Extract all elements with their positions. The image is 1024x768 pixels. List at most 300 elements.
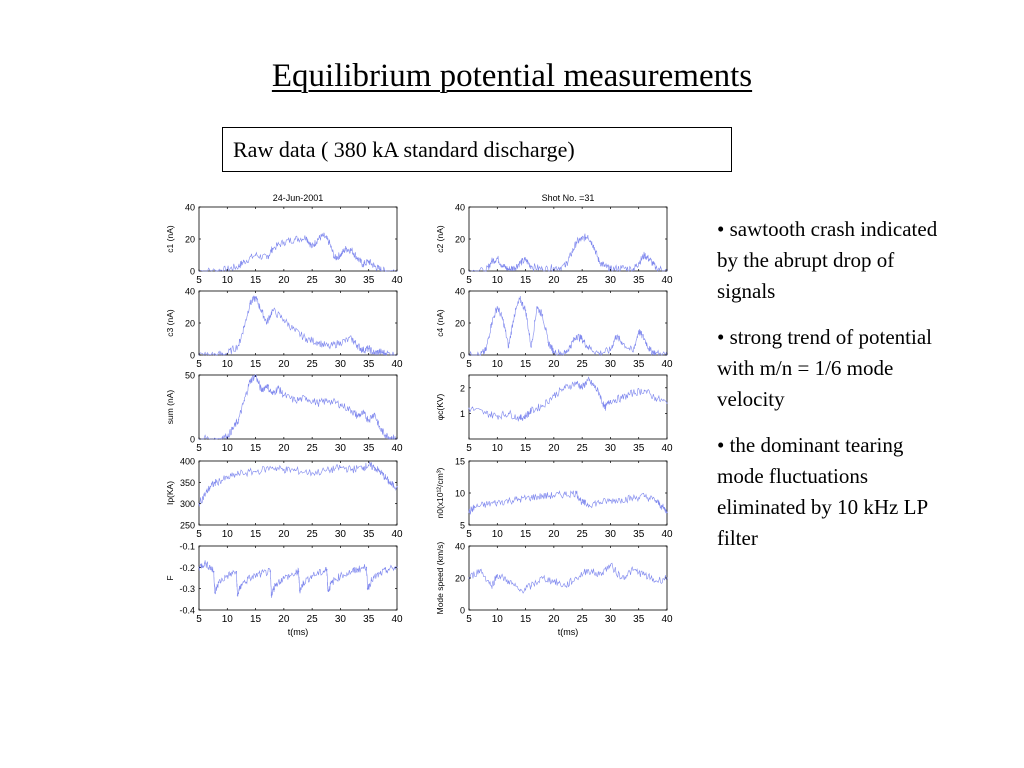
y-axis-label: c4 (nA)	[435, 309, 445, 337]
data-point	[480, 354, 481, 355]
data-point	[638, 330, 639, 331]
data-point	[553, 395, 554, 396]
x-tick-label: 10	[221, 359, 233, 370]
data-point	[502, 266, 503, 267]
data-point	[340, 404, 341, 405]
data-series-line	[469, 377, 667, 421]
chart-panel	[435, 287, 673, 371]
data-point	[340, 254, 341, 255]
data-point	[366, 567, 367, 568]
data-point	[565, 494, 566, 495]
data-point	[266, 322, 267, 323]
x-tick-label: 10	[491, 529, 503, 540]
data-point	[621, 397, 622, 398]
data-point	[531, 497, 532, 498]
data-point	[329, 400, 330, 401]
x-tick-label: 30	[604, 443, 616, 454]
data-point	[587, 380, 588, 381]
data-point	[249, 381, 250, 382]
data-point	[604, 266, 605, 267]
data-point	[468, 408, 469, 409]
data-point	[368, 465, 369, 466]
data-point	[283, 395, 284, 396]
x-tick-label: 25	[306, 614, 318, 625]
data-point	[525, 415, 526, 416]
y-tick-label: 2	[459, 383, 465, 394]
data-point	[644, 390, 645, 391]
data-point	[312, 246, 313, 247]
data-point	[570, 254, 571, 255]
chart-title: 24-Jun-2001	[272, 193, 324, 203]
data-point	[238, 266, 239, 267]
data-point	[644, 496, 645, 497]
data-point	[272, 467, 273, 468]
data-point	[214, 592, 215, 593]
x-tick-label: 35	[363, 275, 375, 286]
data-point	[345, 248, 346, 249]
data-point	[649, 259, 650, 260]
data-point	[582, 502, 583, 503]
data-point	[374, 467, 375, 468]
data-point	[255, 254, 256, 255]
data-point	[295, 238, 296, 239]
data-point	[610, 400, 611, 401]
data-point	[244, 326, 245, 327]
x-tick-label: 30	[604, 359, 616, 370]
x-tick-label: 25	[576, 529, 588, 540]
data-point	[542, 405, 543, 406]
data-point	[266, 258, 267, 259]
data-point	[587, 235, 588, 236]
data-point	[587, 346, 588, 347]
data-point	[514, 267, 515, 268]
x-tick-label: 5	[196, 443, 202, 454]
data-point	[576, 492, 577, 493]
data-point	[215, 270, 216, 271]
data-point	[215, 438, 216, 439]
y-tick-label: 0	[459, 605, 465, 616]
x-tick-label: 35	[633, 275, 645, 286]
x-tick-label: 40	[391, 275, 403, 286]
data-point	[531, 410, 532, 411]
y-tick-label: 15	[454, 456, 465, 467]
data-point	[621, 267, 622, 268]
slide-title: Equilibrium potential measurements	[271, 58, 753, 94]
y-tick-label: 10	[454, 488, 465, 499]
y-tick-label: 5	[459, 520, 465, 531]
data-point	[632, 351, 633, 352]
data-point	[632, 498, 633, 499]
data-point	[327, 590, 328, 591]
data-point	[485, 504, 486, 505]
y-tick-label: 40	[454, 286, 465, 297]
data-point	[485, 350, 486, 351]
data-point	[508, 581, 509, 582]
data-series-line	[469, 234, 667, 271]
data-point	[599, 574, 600, 575]
x-tick-label: 30	[334, 614, 346, 625]
data-point	[323, 235, 324, 236]
data-point	[374, 413, 375, 414]
data-series-line	[469, 296, 667, 355]
y-tick-label: 400	[179, 456, 195, 467]
x-tick-label: 35	[363, 529, 375, 540]
data-point	[599, 261, 600, 262]
y-tick-label: 0	[189, 266, 195, 277]
x-tick-label: 40	[391, 443, 403, 454]
data-point	[340, 575, 341, 576]
y-tick-label: 0	[459, 350, 465, 361]
data-point	[340, 467, 341, 468]
y-tick-label: 50	[184, 370, 195, 381]
data-point	[340, 342, 341, 343]
x-tick-label: 35	[363, 443, 375, 454]
x-tick-label: 30	[604, 614, 616, 625]
y-axis-label: n0(x10¹²/cm³)	[435, 467, 445, 519]
data-point	[385, 435, 386, 436]
data-point	[368, 348, 369, 349]
y-axis-label: Ip(KA)	[165, 480, 175, 506]
x-tick-label: 15	[250, 614, 262, 625]
data-point	[261, 573, 262, 574]
data-point	[485, 413, 486, 414]
data-point	[610, 350, 611, 351]
data-point	[283, 577, 284, 578]
x-tick-label: 5	[466, 275, 472, 286]
y-tick-label: -0.3	[179, 584, 195, 595]
data-series-line	[199, 375, 397, 439]
data-point	[565, 353, 566, 354]
chart-panel	[165, 287, 403, 371]
data-point	[519, 262, 520, 263]
y-axis-label: sum (nA)	[165, 389, 175, 425]
chart-title: Shot No. =31	[541, 193, 595, 203]
data-point	[531, 266, 532, 267]
data-point	[357, 258, 358, 259]
data-point	[576, 577, 577, 578]
data-point	[491, 261, 492, 262]
y-tick-label: -0.1	[179, 541, 195, 552]
data-point	[312, 575, 313, 576]
data-point	[491, 322, 492, 323]
data-point	[587, 504, 588, 505]
y-axis-label: c2 (nA)	[435, 225, 445, 253]
data-point	[238, 419, 239, 420]
data-point	[553, 267, 554, 268]
data-point	[362, 264, 363, 265]
data-point	[508, 269, 509, 270]
data-point	[655, 581, 656, 582]
x-tick-label: 40	[661, 359, 673, 370]
data-point	[379, 573, 380, 574]
data-point	[283, 469, 284, 470]
x-tick-label: 10	[221, 529, 233, 540]
data-point	[218, 582, 219, 583]
data-point	[255, 297, 256, 298]
data-point	[599, 502, 600, 503]
data-point	[379, 471, 380, 472]
x-tick-label: 20	[548, 443, 560, 454]
data-point	[272, 248, 273, 249]
x-tick-label: 25	[306, 529, 318, 540]
chart-panel	[435, 193, 673, 286]
x-tick-label: 10	[491, 614, 503, 625]
data-point	[644, 254, 645, 255]
data-point	[666, 403, 667, 404]
data-point	[519, 590, 520, 591]
data-series-line	[469, 563, 667, 593]
data-series-line	[199, 462, 397, 506]
bullet-item: • sawtooth crash indicated by the abrupt drop of signals	[717, 217, 938, 303]
data-point	[244, 400, 245, 401]
data-point	[593, 385, 594, 386]
data-point	[283, 319, 284, 320]
x-tick-label: 25	[576, 359, 588, 370]
data-point	[368, 419, 369, 420]
data-point	[272, 310, 273, 311]
x-tick-label: 15	[520, 359, 532, 370]
data-point	[632, 269, 633, 270]
data-point	[497, 502, 498, 503]
data-point	[210, 486, 211, 487]
x-tick-label: 10	[491, 275, 503, 286]
x-tick-label: 35	[363, 614, 375, 625]
y-tick-label: 20	[454, 318, 465, 329]
data-point	[227, 575, 228, 576]
x-tick-label: 20	[548, 529, 560, 540]
x-tick-label: 5	[466, 529, 472, 540]
x-tick-label: 20	[548, 614, 560, 625]
data-point	[351, 250, 352, 251]
data-point	[379, 269, 380, 270]
data-point	[519, 418, 520, 419]
data-point	[351, 338, 352, 339]
data-point	[615, 335, 616, 336]
data-point	[565, 387, 566, 388]
data-point	[474, 506, 475, 507]
data-point	[508, 500, 509, 501]
x-tick-label: 40	[661, 529, 673, 540]
data-point	[244, 261, 245, 262]
data-point	[351, 571, 352, 572]
data-point	[655, 353, 656, 354]
data-point	[334, 258, 335, 259]
data-point	[272, 394, 273, 395]
x-tick-label: 30	[604, 275, 616, 286]
data-point	[232, 428, 233, 429]
x-tick-label: 15	[520, 614, 532, 625]
data-point	[548, 342, 549, 343]
data-point	[661, 505, 662, 506]
data-point	[621, 342, 622, 343]
x-tick-label: 15	[250, 529, 262, 540]
y-tick-label: 350	[179, 477, 195, 488]
data-point	[317, 403, 318, 404]
data-point	[604, 408, 605, 409]
data-point	[582, 338, 583, 339]
y-axis-label: c3 (nA)	[165, 309, 175, 337]
data-point	[553, 495, 554, 496]
bullet-item: • the dominant tearing mode fluctuations eliminated by 10 kHz LP filter	[717, 433, 928, 550]
data-point	[227, 436, 228, 437]
subtitle-box: Raw data ( 380 kA standard discharge)	[222, 127, 732, 172]
data-point	[362, 467, 363, 468]
data-point	[644, 574, 645, 575]
x-tick-label: 35	[363, 359, 375, 370]
data-point	[508, 413, 509, 414]
x-tick-label: 10	[491, 359, 503, 370]
data-point	[519, 298, 520, 299]
y-tick-label: 40	[184, 286, 195, 297]
plot-frame	[469, 375, 667, 439]
data-point	[610, 500, 611, 501]
data-point	[621, 499, 622, 500]
data-point	[655, 267, 656, 268]
data-point	[351, 410, 352, 411]
data-point	[497, 258, 498, 259]
x-tick-label: 25	[306, 275, 318, 286]
y-tick-label: 20	[184, 234, 195, 245]
data-point	[385, 270, 386, 271]
x-tick-label: 10	[491, 443, 503, 454]
data-point	[278, 387, 279, 388]
x-tick-label: 25	[576, 443, 588, 454]
data-point	[570, 345, 571, 346]
x-tick-label: 35	[633, 614, 645, 625]
data-point	[655, 500, 656, 501]
x-tick-label: 40	[661, 614, 673, 625]
data-point	[237, 594, 238, 595]
x-tick-label: 10	[221, 275, 233, 286]
data-point	[367, 588, 368, 589]
chart-panel	[165, 371, 403, 455]
data-point	[514, 314, 515, 315]
data-point	[525, 259, 526, 260]
chart-panel	[435, 457, 673, 541]
data-point	[271, 594, 272, 595]
data-point	[204, 495, 205, 496]
data-point	[303, 582, 304, 583]
y-tick-label: 250	[179, 520, 195, 531]
x-tick-label: 35	[633, 443, 645, 454]
plot-frame	[469, 291, 667, 355]
data-point	[582, 238, 583, 239]
x-tick-label: 40	[391, 529, 403, 540]
data-point	[542, 269, 543, 270]
chart-panel	[165, 457, 403, 541]
data-point	[519, 499, 520, 500]
data-point	[241, 584, 242, 585]
x-tick-label: 40	[661, 275, 673, 286]
data-point	[374, 353, 375, 354]
data-series-line	[199, 296, 397, 355]
data-point	[587, 569, 588, 570]
y-tick-label: 20	[184, 318, 195, 329]
x-tick-label: 20	[278, 359, 290, 370]
x-tick-label: 40	[661, 443, 673, 454]
data-point	[565, 266, 566, 267]
data-point	[362, 413, 363, 414]
x-tick-label: 40	[391, 614, 403, 625]
y-axis-label: F	[165, 575, 175, 581]
data-point	[542, 496, 543, 497]
x-tick-label: 20	[548, 359, 560, 370]
data-point	[266, 385, 267, 386]
y-tick-label: 0	[189, 434, 195, 445]
data-point	[215, 354, 216, 355]
x-tick-label: 20	[278, 614, 290, 625]
data-point	[379, 351, 380, 352]
data-point	[329, 242, 330, 243]
data-point	[553, 351, 554, 352]
data-point	[213, 571, 214, 572]
data-point	[565, 585, 566, 586]
x-tick-label: 25	[576, 275, 588, 286]
data-point	[357, 569, 358, 570]
y-tick-label: 20	[454, 234, 465, 245]
chart-panel	[165, 193, 403, 286]
data-point	[388, 569, 389, 570]
data-point	[468, 512, 469, 513]
y-tick-label: 0	[459, 266, 465, 277]
data-point	[312, 472, 313, 473]
x-tick-label: 5	[466, 359, 472, 370]
data-point	[485, 270, 486, 271]
data-point	[576, 242, 577, 243]
plot-frame	[469, 546, 667, 610]
x-tick-label: 30	[604, 529, 616, 540]
data-point	[531, 346, 532, 347]
data-point	[275, 584, 276, 585]
x-tick-label: 25	[576, 614, 588, 625]
x-tick-label: 15	[250, 443, 262, 454]
data-point	[396, 486, 397, 487]
data-point	[329, 470, 330, 471]
data-point	[374, 266, 375, 267]
data-point	[385, 353, 386, 354]
data-point	[306, 338, 307, 339]
x-tick-label: 40	[391, 359, 403, 370]
data-point	[632, 569, 633, 570]
y-tick-label: -0.4	[179, 605, 195, 616]
x-tick-label: 35	[633, 529, 645, 540]
data-point	[295, 400, 296, 401]
x-tick-label: 30	[334, 275, 346, 286]
x-tick-label: 15	[520, 275, 532, 286]
data-point	[306, 397, 307, 398]
data-point	[385, 477, 386, 478]
x-tick-label: 15	[250, 275, 262, 286]
data-point	[666, 512, 667, 513]
chart-panel	[435, 375, 673, 454]
data-point	[649, 350, 650, 351]
data-point	[227, 477, 228, 478]
bullet-item: • strong trend of potential with m/n = 1/6 mode velocity	[717, 325, 932, 411]
y-tick-label: 20	[454, 573, 465, 584]
data-point	[480, 569, 481, 570]
data-point	[531, 585, 532, 586]
data-point	[317, 238, 318, 239]
y-tick-label: 1	[459, 408, 465, 419]
data-point	[593, 245, 594, 246]
x-tick-label: 15	[520, 443, 532, 454]
data-point	[357, 345, 358, 346]
data-point	[497, 574, 498, 575]
y-tick-label: 40	[454, 202, 465, 213]
x-axis-label: t(ms)	[287, 627, 309, 637]
data-point	[491, 585, 492, 586]
x-tick-label: 25	[306, 443, 318, 454]
